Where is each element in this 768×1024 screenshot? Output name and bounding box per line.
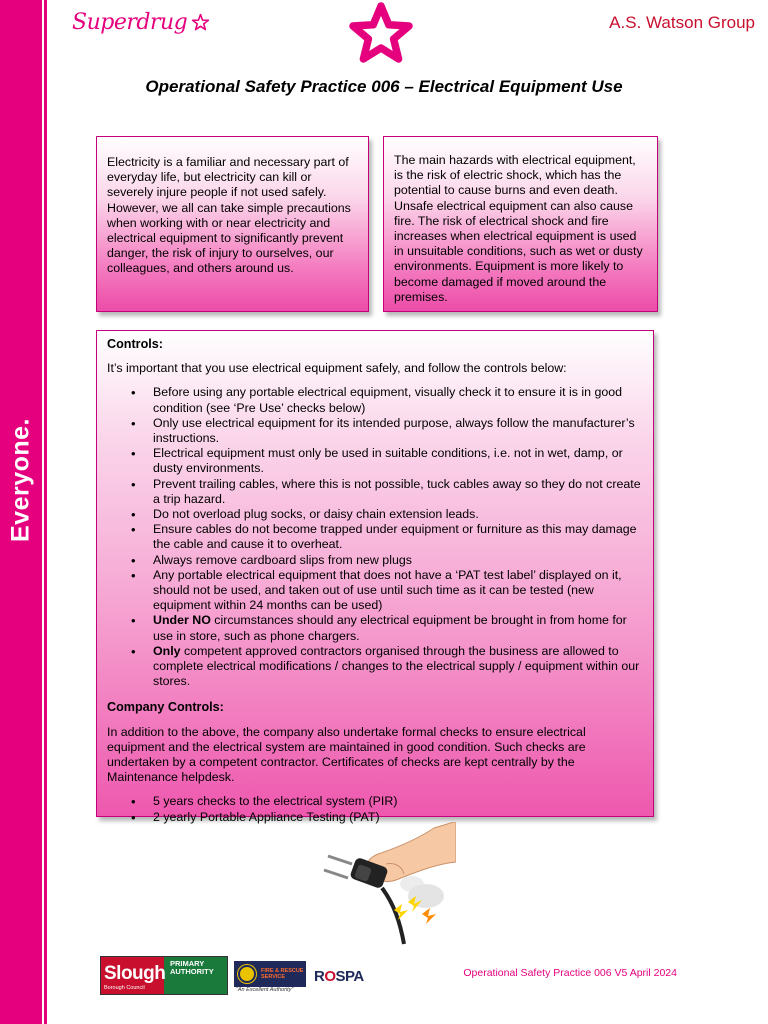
list-item: • 2 yearly Portable Appliance Testing (PAT) (131, 810, 643, 825)
list-item: • Ensure cables do not become trapped under equipment or furniture as this may damage the cable and cause it to overheat. (131, 522, 643, 552)
controls-heading: Controls: (107, 337, 163, 351)
list-item: • Any portable electrical equipment that does not have a ‘PAT test label’ displayed on it, should not be used, and taken out of use until such time as it can be tested (new equipment within 24 months can be used) (131, 568, 643, 614)
intro-box-left (96, 136, 369, 312)
rospa-logo: ROSPA (314, 968, 364, 985)
plug-illustration (316, 822, 456, 946)
slough-council-logo: Slough Borough Council PRIMARY AUTHORITY (100, 956, 228, 995)
controls-list (131, 385, 643, 689)
list-item: • Do not overload plug socks, or daisy chain extension leads. (131, 507, 643, 522)
side-slogan: Everyone. (6, 417, 35, 543)
company-text: In addition to the above, the company also undertake formal checks to ensure electrical equipment and the electrical system are maintained in good condition. Such checks are undertaken by a competent contractor. Certificates of checks are kept centrally by the Maintenance helpdesk. (107, 724, 586, 785)
company-heading: Company Controls: (107, 700, 224, 715)
list-item: • 5 years checks to the electrical system (PIR) (131, 794, 643, 809)
superdrug-logo (72, 10, 210, 35)
list-item: • Before using any portable electrical equipment, visually check it to ensure it is in good condition (see ‘Pre Use’ checks below) (131, 385, 643, 415)
list-item: • Prevent trailing cables, where this is not possible, tuck cables away so they do not create a trip hazard. (131, 477, 643, 507)
list-item: • Under NO circumstances should any electrical equipment be brought in from home for use in store, such as phone chargers. (131, 613, 643, 643)
list-item: • Only use electrical equipment for its intended purpose, always follow the manufacturer’s instructions. (131, 416, 643, 446)
footer-version: Operational Safety Practice 006 V5 April 2024 (463, 967, 677, 979)
controls-box (96, 330, 654, 824)
intro-text-left: Electricity is a familiar and necessary part of everyday life, but electricity can kill or severely injure people if not used safely. However, we all can take simple precautions when working with or near electricity and electrical equipment to significantly prevent danger, the risk of injury to ourselves, our colleagues, and others around us. (107, 155, 351, 276)
side-divider (44, 0, 47, 1024)
list-item: • Electrical equipment must only be used in suitable conditions, i.e. not in wet, damp, or dusty environments. (131, 446, 643, 476)
fire-rescue-logo: FIRE & RESCUE SERVICE “An Excellent Authority” (234, 956, 306, 996)
company-list (131, 794, 643, 824)
brand-name: Superdrug (72, 10, 188, 35)
brand-star-icon (191, 13, 210, 32)
intro-box-right (383, 136, 658, 312)
primary-authority-label: PRIMARY AUTHORITY (164, 957, 227, 994)
intro-text-right: The main hazards with electrical equipment, is the risk of electric shock, which has the potential to cause burns and even death. Unsafe electrical equipment can also cause fire. The risk of electrical shock and fire increases when electrical equipment is used in unsuitable conditions, such as wet or dusty environments. Equipment is more likely to become damaged if moved around the premises. (394, 153, 643, 304)
page-title: Operational Safety Practice 006 – Electrical Equipment Use (145, 77, 623, 96)
list-item: • Always remove cardboard slips from new plugs (131, 553, 643, 568)
crest-icon (238, 965, 256, 983)
list-item: • Only competent approved contractors organised through the business are allowed to complete electrical modifications / changes to the electrical supply / equipment within our stores. (131, 644, 643, 690)
group-name: A.S. Watson Group (609, 13, 755, 32)
controls-intro: It’s important that you use electrical equipment safely, and follow the controls below: (107, 361, 567, 376)
partner-logos (100, 956, 364, 996)
star-logo-icon (348, 2, 414, 66)
